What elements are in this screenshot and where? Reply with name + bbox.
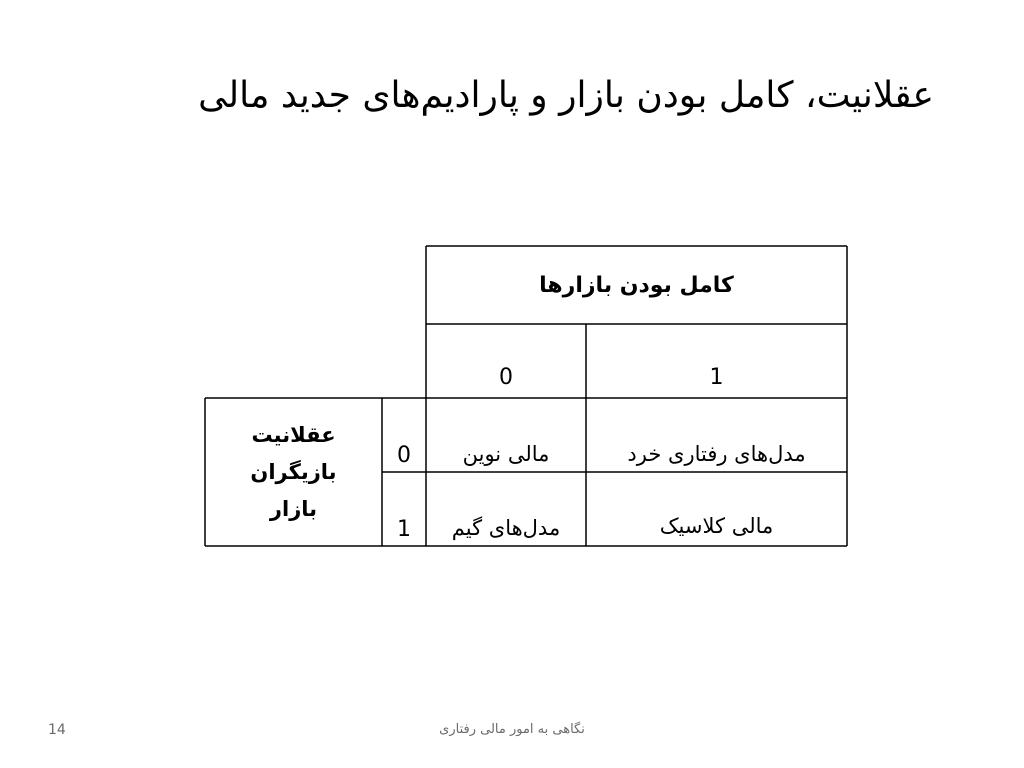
table-cell-r0c0: مالی نوین: [462, 442, 550, 466]
row-value-1: 1: [397, 517, 411, 542]
row-header-line-3: بازار: [269, 496, 318, 521]
table-cell-r0c1: مدل‌های رفتاری خرد: [627, 442, 806, 466]
table-cell-r1c1: مالی کلاسیک: [659, 514, 774, 538]
column-value-0: 0: [499, 365, 513, 390]
table-cell-r1c0: مدل‌های گیم: [451, 516, 561, 540]
row-header-line-2: بازیگران: [250, 459, 337, 484]
slide-title: عقلانیت، کامل بودن بازار و پارادیم‌های جدید مالی: [198, 75, 934, 116]
footer-text: نگاهی به امور مالی رفتاری: [439, 722, 585, 737]
column-group-header: کامل بودن بازارها: [539, 272, 734, 298]
row-group-header: [205, 398, 382, 546]
column-value-1: 1: [709, 365, 724, 390]
page-number: 14: [48, 722, 66, 738]
row-value-0: 0: [397, 443, 411, 468]
row-header-line-1: عقلانیت: [251, 422, 336, 447]
